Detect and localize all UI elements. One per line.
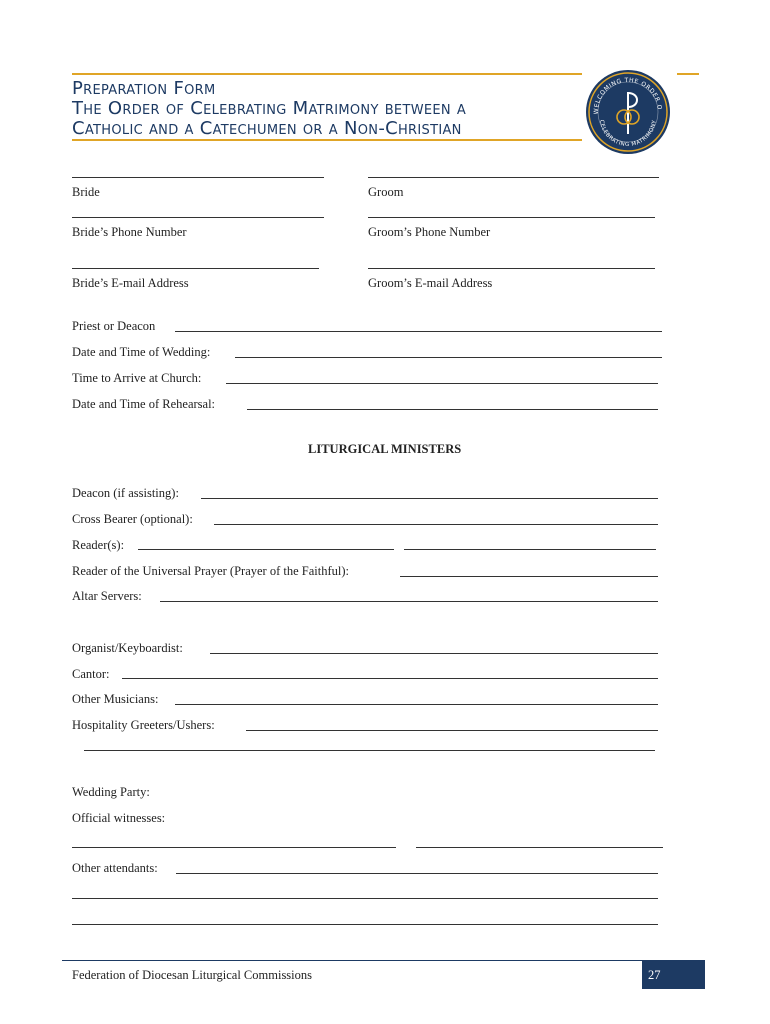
altar-servers-line[interactable] (160, 601, 658, 602)
other-attendants-line-2[interactable] (72, 898, 658, 899)
deacon-label: Deacon (if assisting): (72, 486, 179, 500)
cross-bearer-label: Cross Bearer (optional): (72, 512, 193, 526)
altar-servers-label: Altar Servers: (72, 589, 142, 603)
groom-line[interactable] (368, 177, 659, 178)
title-line-2: The Order of Celebrating Matrimony between a (72, 98, 467, 119)
chi-rho-icon (586, 70, 670, 154)
arrive-time-line[interactable] (226, 383, 658, 384)
groom-phone-label: Groom’s Phone Number (368, 225, 491, 239)
universal-prayer-label: Reader of the Universal Prayer (Prayer of the Faithful): (72, 564, 349, 578)
title-bottom-rule (72, 139, 582, 141)
svg-text:WELCOMING THE ORDER OF: WELCOMING THE ORDER O (592, 76, 664, 115)
title-line-3: Catholic and a Catechumen or a Non-Christian (72, 118, 462, 139)
hospitality-label: Hospitality Greeters/Ushers: (72, 718, 215, 732)
cross-bearer-line[interactable] (214, 524, 658, 525)
other-musicians-label: Other Musicians: (72, 692, 159, 706)
svg-text:CELEBRATING MATRIMONY: CELEBRATING MATRIMONY (598, 119, 658, 149)
groom-email-label: Groom’s E-mail Address (368, 276, 493, 290)
bride-label: Bride (72, 185, 100, 199)
groom-email-line[interactable] (368, 268, 655, 269)
title-top-rule (72, 73, 582, 75)
rehearsal-time-label: Date and Time of Rehearsal: (72, 397, 216, 411)
title-top-rule-right (677, 73, 699, 75)
wedding-time-label: Date and Time of Wedding: (72, 345, 211, 359)
other-musicians-line[interactable] (175, 704, 658, 705)
witness-1-line[interactable] (72, 847, 396, 848)
reader-1-line[interactable] (138, 549, 394, 550)
wedding-time-line[interactable] (235, 357, 662, 358)
arrive-time-label: Time to Arrive at Church: (72, 371, 202, 385)
title-line-1: Preparation Form (72, 78, 216, 99)
wedding-party-label: Wedding Party: (72, 785, 150, 799)
other-attendants-label: Other attendants: (72, 861, 158, 875)
footer-rule (62, 960, 705, 961)
hospitality-line-2[interactable] (84, 750, 655, 751)
logo-seal (586, 70, 670, 154)
organist-label: Organist/Keyboardist: (72, 641, 183, 655)
universal-prayer-line[interactable] (400, 576, 658, 577)
priest-label: Priest or Deacon (72, 319, 156, 333)
cantor-label: Cantor: (72, 667, 110, 681)
priest-line[interactable] (175, 331, 662, 332)
reader-2-line[interactable] (404, 549, 656, 550)
bride-phone-line[interactable] (72, 217, 324, 218)
readers-label: Reader(s): (72, 538, 125, 552)
bride-email-label: Bride’s E-mail Address (72, 276, 189, 290)
witnesses-label: Official witnesses: (72, 811, 166, 825)
cantor-line[interactable] (122, 678, 658, 679)
bride-phone-label: Bride’s Phone Number (72, 225, 187, 239)
other-attendants-line-3[interactable] (72, 924, 658, 925)
witness-2-line[interactable] (416, 847, 663, 848)
liturgical-ministers-heading: LITURGICAL MINISTERS (308, 442, 462, 456)
hospitality-line[interactable] (246, 730, 658, 731)
organist-line[interactable] (210, 653, 658, 654)
footer-org: Federation of Diocesan Liturgical Commissions (72, 968, 313, 982)
groom-phone-line[interactable] (368, 217, 655, 218)
page-number: 27 (642, 961, 705, 989)
groom-label: Groom (368, 185, 404, 199)
bride-line[interactable] (72, 177, 324, 178)
other-attendants-line[interactable] (176, 873, 658, 874)
rehearsal-time-line[interactable] (247, 409, 658, 410)
deacon-line[interactable] (201, 498, 658, 499)
bride-email-line[interactable] (72, 268, 319, 269)
